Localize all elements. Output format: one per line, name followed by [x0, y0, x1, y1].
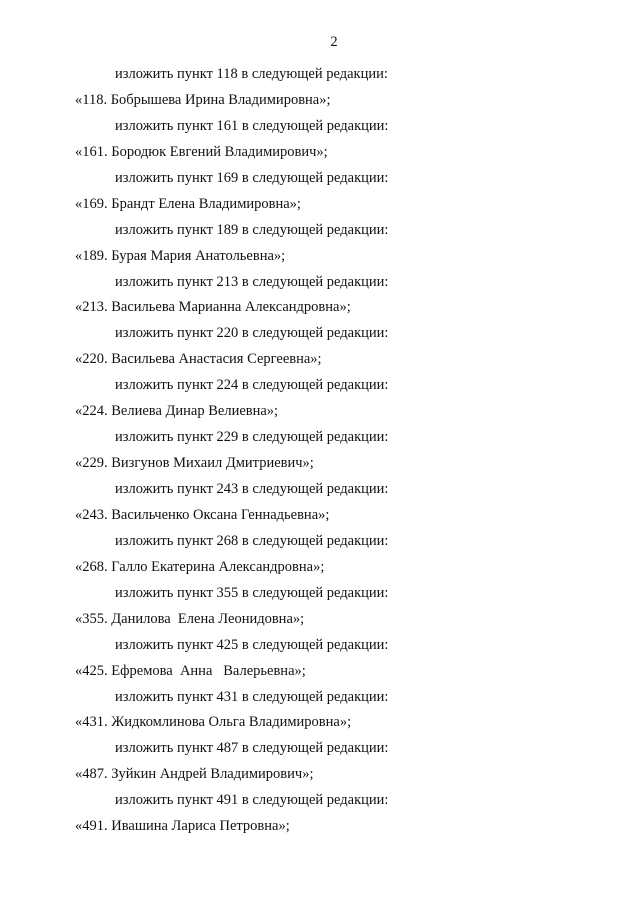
amendment-item: «431. Жидкомлинова Ольга Владимировна»;	[75, 714, 352, 731]
amendment-instruction: изложить пункт 229 в следующей редакции:	[115, 429, 389, 446]
amendment-item: «243. Васильченко Оксана Геннадьевна»;	[75, 506, 330, 523]
amendment-instruction: изложить пункт 268 в следующей редакции:	[115, 532, 389, 549]
amendment-item: «268. Галло Екатерина Александровна»;	[75, 558, 325, 575]
amendment-item: «213. Васильева Марианна Александровна»;	[75, 299, 351, 316]
amendment-instruction: изложить пункт 487 в следующей редакции:	[115, 740, 389, 757]
amendment-item: «189. Бурая Мария Анатольевна»;	[75, 247, 286, 264]
page-number: 2	[330, 34, 338, 50]
amendment-item: «425. Ефремова Анна Валерьевна»;	[75, 662, 306, 679]
amendment-item: «161. Бородюк Евгений Владимирович»;	[75, 143, 328, 160]
amendment-instruction: изложить пункт 161 в следующей редакции:	[115, 117, 389, 134]
amendment-instruction: изложить пункт 431 в следующей редакции:	[115, 688, 389, 705]
amendment-item: «355. Данилова Елена Леонидовна»;	[75, 610, 305, 627]
amendment-item: «118. Бобрышева Ирина Владимировна»;	[75, 91, 331, 108]
amendment-instruction: изложить пункт 243 в следующей редакции:	[115, 481, 389, 497]
amendment-instruction: изложить пункт 491 в следующей редакции:	[115, 792, 389, 809]
amendment-instruction: изложить пункт 220 в следующей редакции:	[115, 325, 389, 342]
amendment-instruction: изложить пункт 213 в следующей редакции:	[115, 273, 389, 290]
amendment-item: «220. Васильева Анастасия Сергеевна»;	[75, 351, 322, 368]
amendment-list	[0, 64, 640, 842]
amendment-instruction: изложить пункт 169 в следующей редакции:	[115, 169, 389, 186]
amendment-item: «229. Визгунов Михаил Дмитриевич»;	[75, 455, 314, 472]
amendment-instruction: изложить пункт 118 в следующей редакции:	[115, 66, 388, 82]
amendment-item: «169. Брандт Елена Владимировна»;	[75, 195, 301, 212]
amendment-instruction: изложить пункт 425 в следующей редакции:	[115, 636, 389, 653]
amendment-instruction: изложить пункт 224 в следующей редакции:	[115, 377, 389, 394]
amendment-instruction: изложить пункт 355 в следующей редакции:	[115, 584, 389, 601]
amendment-item: «224. Велиева Динар Велиевна»;	[75, 403, 279, 420]
amendment-instruction: изложить пункт 189 в следующей редакции:	[115, 221, 389, 238]
amendment-item: «491. Ивашина Лариса Петровна»;	[75, 818, 290, 835]
amendment-item: «487. Зуйкин Андрей Владимирович»;	[75, 766, 314, 783]
